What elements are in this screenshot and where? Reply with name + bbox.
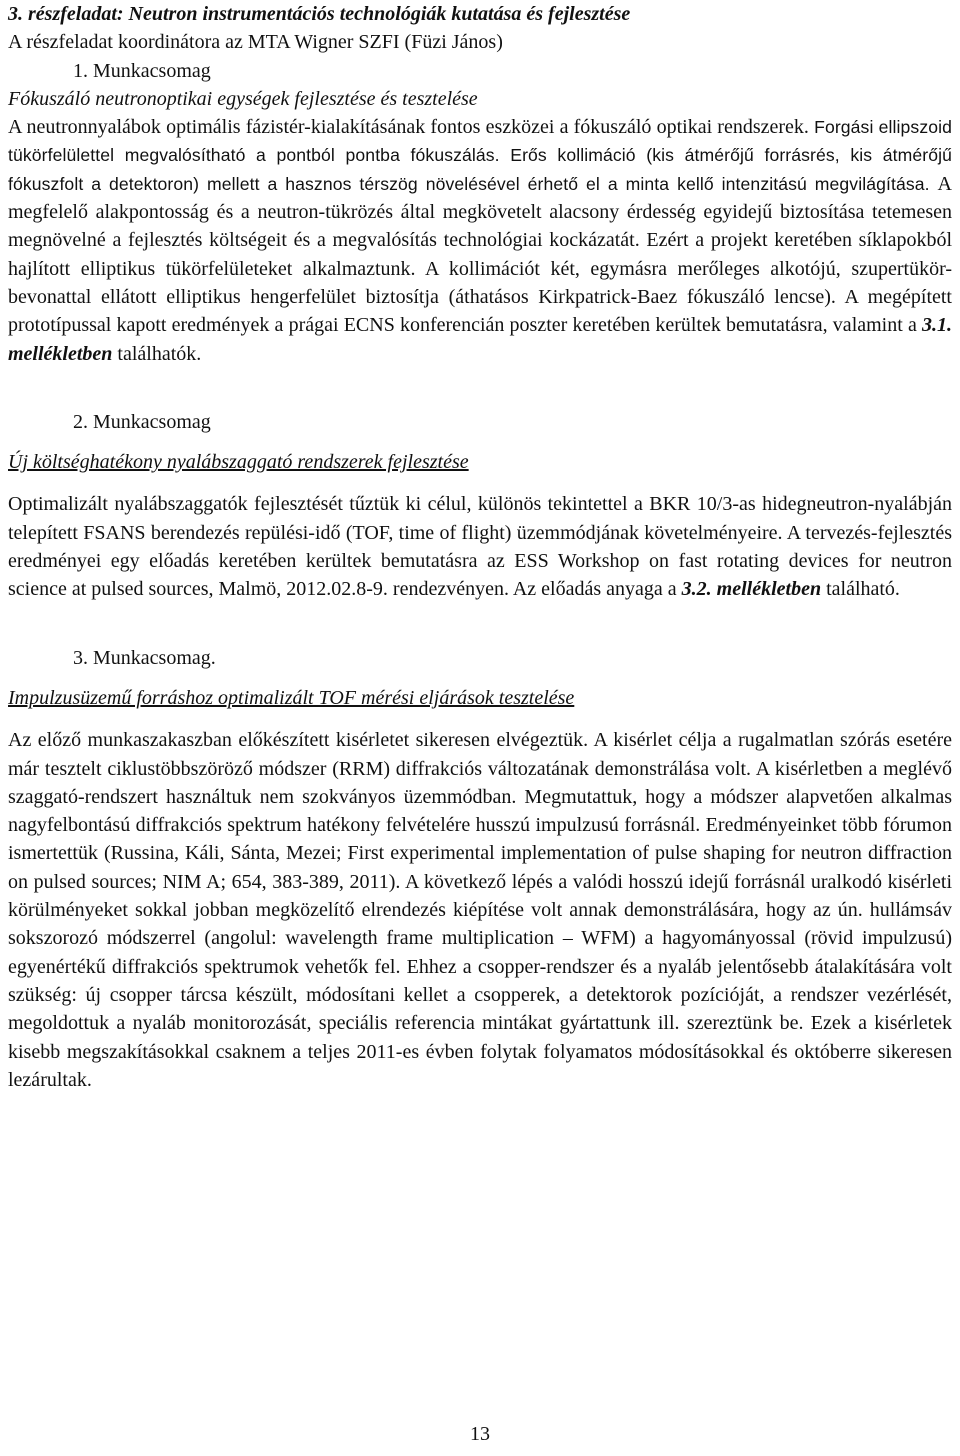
- wp1-para-end: találhatók.: [112, 342, 202, 365]
- spacer: [8, 476, 952, 490]
- wp1-subtitle: Fókuszáló neutronoptikai egységek fejlesztése és tesztelése: [8, 87, 478, 110]
- wp1-para-intro: A neutronnyalábok optimális fázistér-kialakításának fontos eszközei a fókuszáló optikai rendszerek.: [8, 116, 815, 139]
- coordinator-line: A részfeladat koordinátora az MTA Wigner SZFI (Füzi János): [8, 31, 503, 54]
- spacer: [8, 604, 952, 644]
- wp3-paragraph: Az előző munkaszakaszban előkészített kisérletet sikeresen elvégeztük. A kisérlet célja a rugalmatlan szórás esetére már tesztelt ciklustöbbszöröző módszer (RRM) diffrakciós változatának demonstrálása volt. A kisérletben a meglévő szaggató-rendszert használtuk nem szokványos üzemmódban. Megmutattuk, hogy a módszer alapvetően alkalmas nagyfelbontású diffrakciós spektrum hatékony felvételére husszú impulzusú forrásnál. Eredményeinket több fórumon ismertettük (Russina, Káli, Sánta, Mezei; First experimental implementation of pulse shaping for neutron diffraction on pulsed sources; NIM A; 654, 383-389, 2011). A következő lépés a valódi hosszú idejű forrásnál uralkodó kisérleti körülményeket sokkal jobban megközelítő elrendezés kiépítése volt annak demonstrálására, hogy az ún. hullámsáv sokszorozó módszerrel (angolul: wavelength frame multiplication – WFM) a hagyományossal (rövid impulzusú) egyenértékű diffrakciós spektrumok vehetők fel. Ehhez a csopper-rendszer és a nyaláb jelentősebb átalakítására volt szükség: új csopper tárcsa készült, módosítani kellet a csopperek, a detektorok pozícióját, a rendszer vezérlését, megoldottuk a nyaláb monitorozását, speciális referencia mintákat gyártattunk ill. szereztünk be. Ezek a kisérletek kisebb megszakításokkal csaknem a teljes 2011-es évben folytak folyamatos módosításokkal és októberre sikeresen lezárultak.: [8, 729, 952, 1091]
- spacer: [8, 368, 952, 408]
- wp2-heading: 2. Munkacsomag: [73, 410, 211, 433]
- spacer: [8, 672, 952, 684]
- page-number: 13: [470, 1423, 490, 1445]
- wp2-para-end: található.: [821, 578, 900, 601]
- wp2-subtitle: Új költséghatékony nyalábszaggató rendszerek fejlesztése: [8, 451, 469, 474]
- wp1-para-sans2: Erős kollimáció (kis átmérőjű forrásrés, kis átmérőjű fókuszfolt a detektoron) mellett a hasznos térszög növelésével érhető el a minta kellő intenzitású megvilágítása.: [8, 145, 952, 194]
- section-title: 3. részfeladat: Neutron instrumentációs technológiák kutatása és fejlesztése: [8, 3, 631, 25]
- wp3-heading: 3. Munkacsomag.: [73, 646, 216, 669]
- document-page: [8, 0, 952, 1094]
- wp2-para-main: Optimalizált nyalábszaggatók fejlesztését tűztük ki célul, különös tekintettel a BKR 10/3-as hidegneutron-nyalábján telepített FSANS berendezés repülési-idő (TOF, time of flight) üzemmódjának követelményeire. A tervezés-fejlesztés eredményei egy előadás keretében kerültek bemutatásra az ESS Workshop on fast rotating devices for neutron science at pulsed sources, Malmö, 2012.02.8-9. rendezvényen. Az előadás anyaga a: [8, 493, 952, 601]
- wp2-paragraph: [8, 490, 952, 603]
- wp1-paragraph: [8, 113, 952, 368]
- spacer: [8, 436, 952, 448]
- wp3-subtitle: Impulzusüzemű forráshoz optimalizált TOF mérési eljárások tesztelése: [8, 686, 575, 709]
- wp1-para-rest: A megfelelő alakpontosság és a neutron-tükrözés által megkövetelt alacsony érdesség egyidejű biztosítása tetemesen megnövelné a fejlesztés költségeit és a megvalósítás technológiai kockázatát. Ezért a projekt keretében síklapokból hajlított elliptikus tükörfelületeket alkalmaztunk. A kollimációt két, egymásra merőleges alkotójú, szupertükör-bevonattal ellátott elliptikus hengerfelület biztosítja (áthatásos Kirkpatrick-Baez fókuszáló lencse). A megépített prototípussal kapott eredmények a prágai ECNS konferencián poszter keretében kerültek bemutatásra, valamint a: [8, 172, 952, 337]
- wp1-para-sans: Forgási ellipszoid tükörfelülettel megvalósítható a pontból pontba fókuszálás.: [8, 117, 952, 166]
- spacer: [8, 712, 952, 726]
- wp1-heading: 1. Munkacsomag: [73, 59, 211, 82]
- wp1-annex-ref: 3.1. mellékletben: [8, 314, 952, 365]
- wp2-annex-ref: 3.2. mellékletben: [681, 578, 822, 601]
